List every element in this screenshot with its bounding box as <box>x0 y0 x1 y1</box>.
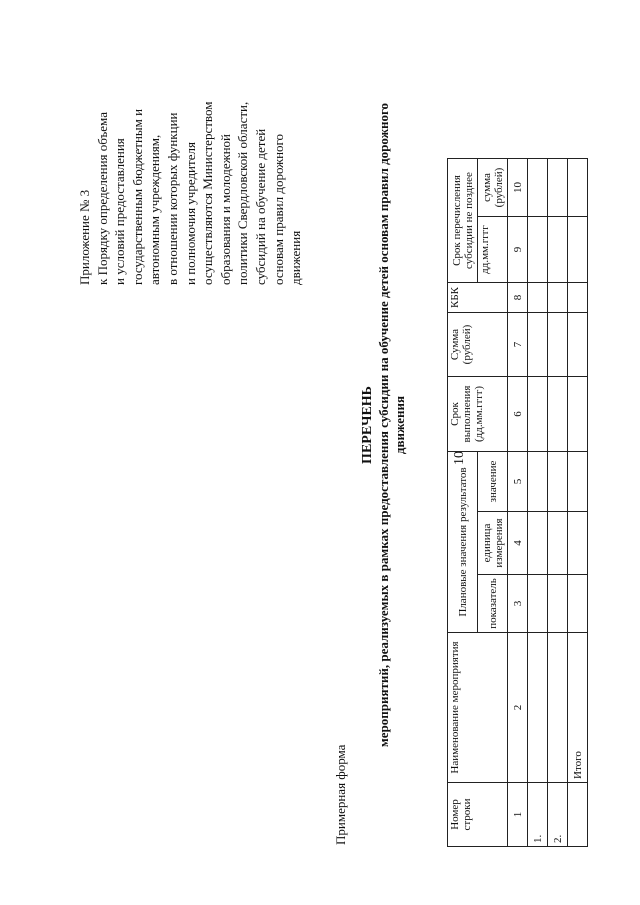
table-cell <box>568 217 588 283</box>
header-planned-results: Плановые значения результатов <box>448 452 478 633</box>
table-cell <box>528 452 548 512</box>
table-row <box>528 159 548 847</box>
header-indicator: показатель <box>478 575 508 633</box>
header-kbk: КБК <box>448 283 508 313</box>
table-cell <box>548 512 568 575</box>
table-cell <box>548 377 568 452</box>
page-number: 10 <box>452 451 467 465</box>
table-cell <box>568 452 588 512</box>
col-number: 5 <box>508 452 528 512</box>
table-cell <box>528 313 548 377</box>
appendix-line: субсидий на обучение детей <box>252 128 268 285</box>
header-sum: Сумма (рублей) <box>448 313 508 377</box>
table-cell <box>528 377 548 452</box>
appendix-line: движения <box>288 230 304 285</box>
header-transfer-term: Срок перечисления субсидии не позднее <box>448 159 478 283</box>
table-row <box>548 159 568 847</box>
col-number: 7 <box>508 313 528 377</box>
header-unit: единица измерения <box>478 512 508 575</box>
table-cell <box>568 313 588 377</box>
table-cell <box>548 313 568 377</box>
appendix-line: государственным бюджетным и <box>129 108 145 285</box>
col-number: 8 <box>508 283 528 313</box>
header-row-number: Номер строки <box>448 783 508 847</box>
table-cell <box>548 633 568 783</box>
appendix-line: к Порядку определения объема <box>94 112 110 285</box>
appendix-line: образования и молодежной <box>217 134 233 285</box>
table-cell <box>568 783 588 847</box>
header-date: дд.мм.гггг <box>478 217 508 283</box>
col-number: 10 <box>508 159 528 217</box>
header-deadline: Срок выполнения (дд.мм.гггг) <box>448 377 508 452</box>
appendix-block <box>76 25 305 285</box>
row-number: 1. <box>528 783 548 847</box>
col-number: 3 <box>508 575 528 633</box>
total-row <box>568 159 588 847</box>
table-cell <box>568 283 588 313</box>
table-cell <box>528 512 548 575</box>
table-cell <box>548 217 568 283</box>
row-number: 2. <box>548 783 568 847</box>
table-cell <box>568 377 588 452</box>
appendix-line: и полномочия учредителя <box>182 142 198 285</box>
table-cell <box>528 633 548 783</box>
appendix-line: Приложение № 3 <box>77 189 92 285</box>
appendix-line: и условий предоставления <box>112 138 128 285</box>
table-cell <box>548 159 568 217</box>
col-number: 2 <box>508 633 528 783</box>
document-title <box>360 5 408 845</box>
title-heading: ПЕРЕЧЕНЬ <box>360 386 375 464</box>
total-label: Итого <box>568 633 588 783</box>
table-cell <box>548 283 568 313</box>
header-row <box>448 159 478 847</box>
appendix-line: основам правил дорожного <box>270 133 286 285</box>
title-line-1: мероприятий, реализуемых в рамках предоставления субсидии на обучение детей основам правил дорожного <box>376 102 391 748</box>
table-cell <box>528 217 548 283</box>
appendix-line: в отношении которых функции <box>164 112 180 285</box>
col-number: 6 <box>508 377 528 452</box>
form-note: Примерная форма <box>333 744 348 845</box>
col-number: 1 <box>508 783 528 847</box>
header-value: значение <box>478 452 508 512</box>
table-cell <box>568 159 588 217</box>
column-numbers-row <box>508 159 528 847</box>
table-cell <box>568 575 588 633</box>
header-amount: сумма (рублей) <box>478 159 508 217</box>
table-cell <box>548 452 568 512</box>
events-table <box>447 158 588 847</box>
table-cell <box>548 575 568 633</box>
header-name: Наименование мероприятия <box>448 633 508 783</box>
table-cell <box>528 159 548 217</box>
col-number: 4 <box>508 512 528 575</box>
table-cell <box>528 283 548 313</box>
appendix-line: автономным учреждениям, <box>147 134 163 285</box>
appendix-line: политики Свердловской области, <box>235 101 251 285</box>
title-line-2: движения <box>392 395 407 455</box>
table-cell <box>528 575 548 633</box>
table-cell <box>568 512 588 575</box>
col-number: 9 <box>508 217 528 283</box>
appendix-line: осуществляются Министерством <box>200 101 216 285</box>
